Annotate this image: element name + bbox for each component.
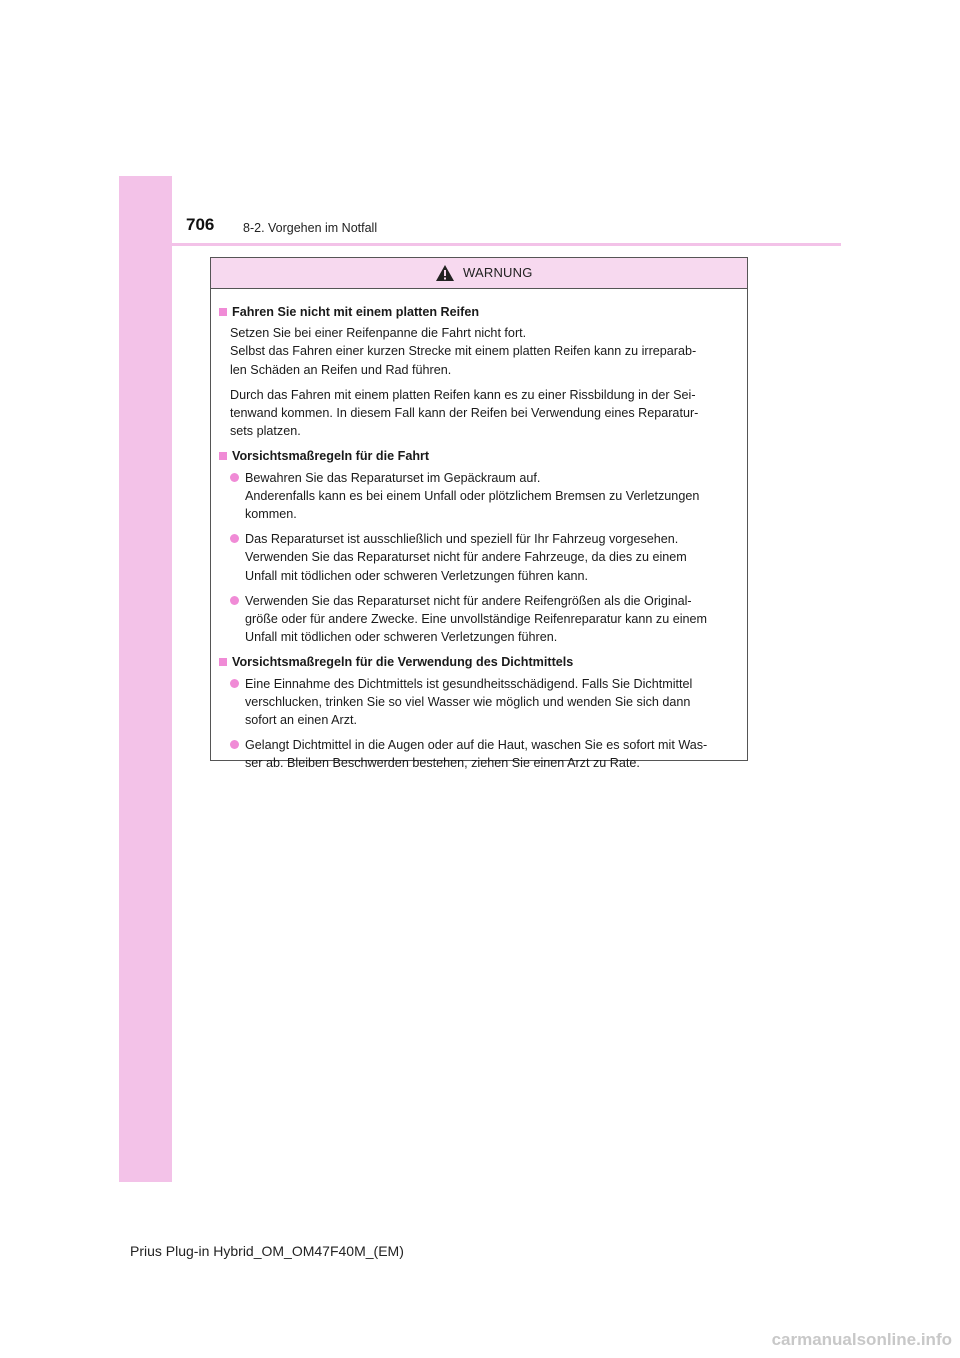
- topic-heading-text: Vorsichtsmaßregeln für die Fahrt: [232, 449, 430, 464]
- topic-heading-text: Vorsichtsmaßregeln für die Verwendung des Dichtmittels: [232, 655, 574, 670]
- page-number: 706: [186, 215, 215, 234]
- header-rule: [119, 243, 841, 246]
- text-line: Verwenden Sie das Reparaturset nicht für andere Fahrzeuge, da dies zu einem: [245, 550, 687, 565]
- text-line: Unfall mit tödlichen oder schweren Verletzungen führen.: [245, 630, 558, 645]
- text-line: sets platzen.: [230, 424, 301, 439]
- bullet-item: [230, 469, 741, 524]
- bullet-item: [230, 736, 741, 772]
- topic-heading: [219, 653, 741, 671]
- topic-heading: [219, 447, 741, 465]
- warning-body: [211, 289, 747, 773]
- section-title: 8-2. Vorgehen im Notfall: [243, 221, 378, 235]
- square-bullet-icon: [219, 308, 227, 316]
- text-line: ser ab. Bleiben Beschwerden bestehen, ziehen Sie einen Arzt zu Rate.: [245, 756, 640, 771]
- warning-box: [210, 257, 748, 771]
- text-line: Bewahren Sie das Reparaturset im Gepäckraum auf.: [245, 470, 541, 485]
- bullet-item: [230, 530, 741, 585]
- text-line: Eine Einnahme des Dichtmittels ist gesundheitsschädigend. Falls Sie Dichtmittel: [245, 676, 693, 691]
- text-line: Das Reparaturset ist ausschließlich und speziell für Ihr Fahrzeug vorgesehen.: [245, 532, 679, 547]
- topic-heading: [219, 303, 741, 321]
- text-line: Durch das Fahren mit einem platten Reifen kann es zu einer Rissbildung in der Sei-: [230, 387, 696, 402]
- text-line: len Schäden an Reifen und Rad führen.: [230, 362, 452, 377]
- text-line: Anderenfalls kann es bei einem Unfall oder plötzlichem Bremsen zu Verletzungen: [245, 488, 700, 503]
- bullet-item: [230, 675, 741, 730]
- text-line: Verwenden Sie das Reparaturset nicht für andere Reifengrößen als die Original-: [245, 593, 692, 608]
- paragraph: [230, 386, 741, 441]
- circle-bullet-icon: [230, 534, 239, 543]
- text-line: größe oder für andere Zwecke. Eine unvollständige Reifenreparatur kann zu einem: [245, 612, 708, 627]
- text-line: Setzen Sie bei einer Reifenpanne die Fahrt nicht fort.: [230, 326, 527, 341]
- circle-bullet-icon: [230, 679, 239, 688]
- bullet-item: [230, 592, 741, 647]
- circle-bullet-icon: [230, 740, 239, 749]
- side-color-band: [119, 176, 172, 1182]
- text-line: Unfall mit tödlichen oder schweren Verletzungen führen kann.: [245, 568, 589, 583]
- paragraph: [230, 324, 741, 379]
- text-line: Gelangt Dichtmittel in die Augen oder auf die Haut, waschen Sie es sofort mit Was-: [245, 738, 708, 753]
- text-line: Selbst das Fahren einer kurzen Strecke mit einem platten Reifen kann zu irreparab-: [230, 344, 697, 359]
- warning-title: WARNUNG: [463, 265, 533, 280]
- topic-heading-text: Fahren Sie nicht mit einem platten Reifen: [232, 305, 480, 319]
- circle-bullet-icon: [230, 596, 239, 605]
- text-line: kommen.: [245, 507, 297, 522]
- watermark[interactable]: carmanualsonline.info: [771, 1330, 952, 1349]
- manual-id-footer: Prius Plug-in Hybrid_OM_OM47F40M_(EM): [130, 1243, 404, 1259]
- warning-header: [211, 258, 747, 289]
- warning-triangle-icon: [435, 264, 455, 282]
- text-line: verschlucken, trinken Sie so viel Wasser wie möglich und wenden Sie sich dann: [245, 694, 691, 709]
- text-line: sofort an einen Arzt.: [245, 713, 358, 728]
- text-line: tenwand kommen. In diesem Fall kann der Reifen bei Verwendung eines Reparatur-: [230, 406, 699, 421]
- square-bullet-icon: [219, 452, 227, 460]
- square-bullet-icon: [219, 658, 227, 666]
- circle-bullet-icon: [230, 473, 239, 482]
